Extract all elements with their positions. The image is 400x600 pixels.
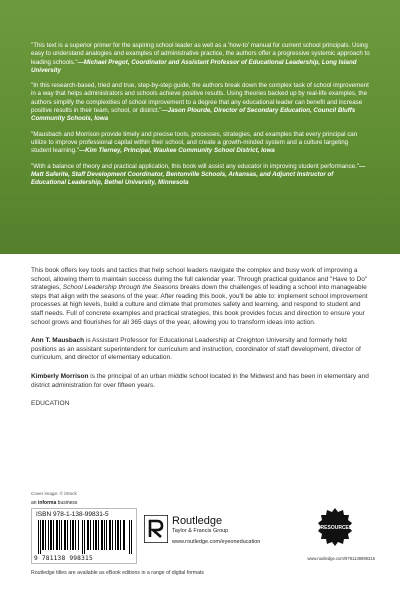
publisher-url: www.routledge.com/eyeoneducation	[172, 539, 261, 545]
category-label: EDUCATION	[31, 400, 70, 408]
quote-text: "Mausbach and Morrison provide timely and precise tools, processes, strategies, and examples that every principal can utilize to improve professional capital within their school, and create a growth-minded system and a culture targeting student learning."	[31, 130, 358, 155]
isbn-label: ISBN 978-1-138-99831-5	[36, 511, 109, 518]
quote-attribution: —Michael Pregot, Coordinator and Assistant Professor of Educational Leadership, Long Island University	[31, 58, 357, 74]
informa-logo: informa	[37, 500, 57, 506]
eresources-badge-text: eRESOURCES	[317, 525, 353, 531]
barcode-number: 9 781138 998315	[34, 555, 93, 562]
publisher-logo	[144, 515, 284, 555]
barcode-icon	[38, 520, 132, 554]
cover-credit: Cover image: © iStock	[31, 491, 77, 496]
endorsement-quote	[31, 131, 370, 156]
endorsement-quote	[31, 163, 370, 188]
endorsement-quote	[31, 82, 370, 123]
isbn-barcode	[31, 508, 137, 564]
quote-text: "This text is a superior primer for the aspiring school leader as well as a 'how-to' manual for current school principals. Using easy to understand analogies and examples of administrative practice, the authors offer a progressive systemic approach to leading schools."	[31, 42, 370, 66]
author-bio: Kimberly Morrison is the principal of an urban middle school located in the Midwest and has been in elementary and district administration for over fifteen years.	[31, 372, 369, 389]
quote-text: "In this research-based, tried and true, step-by-step guide, the authors break down the complex task of school improvement in a way that helps administrators and schools achieve positive results. Using theories backed up by real-life examples, the authors simplify the complexities of school improvement to a degree that any educational leader can benefit and increase positive results in their team, school, or district."	[31, 82, 369, 115]
quote-attribution: —Matt Saferite, Staff Development Coordinator, Bentonville Schools, Arkansas, and Adjunct Instructor of Educational Leadership, Bethel University, Minnesota	[31, 162, 366, 187]
eresources-badge-icon	[317, 508, 353, 546]
quote-attribution: —Jason Plourde, Director of Secondary Education, Council Bluffs Community Schools, Iowa	[31, 107, 356, 123]
imprint-line: an informa business	[31, 500, 78, 506]
endorsements-panel	[0, 0, 400, 254]
routledge-r-icon	[144, 515, 168, 543]
endorsement-quote	[31, 42, 370, 75]
book-title: School Leadership through the Seasons	[62, 284, 179, 292]
author-bio: Ann T. Mausbach is Assistant Professor for Educational Leadership at Creighton University and formerly held positions as an assistant superintendent for curriculum and instruction, coordinator of staff development, director of curriculum, and director of elementary education.	[31, 337, 361, 362]
publisher-name: Routledge	[172, 515, 223, 527]
quote-text: "With a balance of theory and practical application, this book will assist any educator in improving student performance."	[31, 162, 360, 170]
author-name: Kimberly Morrison	[31, 372, 89, 380]
eresources-block	[303, 508, 375, 564]
book-description	[31, 267, 373, 409]
description-paragraph: This book offers key tools and tactics that help school leaders navigate the complex and busy work of improving a school, allowing them to maintain success during the full calendar year. Through practical guidance and "Have to Do" strategies, School Leadership through the Seasons breaks down the challenges of leading a school into manageable steps that align with the seasons of the year. After reading this book, you'll be able to: implement school improvement processes at high levels, build a culture and climate that promotes safety and learning, and respond to student and staff needs. Full of concrete examples and practical strategies, this book provides focus and direction to ensure your school grows and flourishes for all 365 days of the year, allowing you to transform ideas into action.	[31, 267, 368, 326]
publisher-group: Taylor & Francis Group	[172, 528, 229, 534]
eresources-url: www.routledge.com/9781138998315	[307, 556, 375, 561]
quote-attribution: —Kim Tierney, Principal, Waukee Community School District, Iowa	[78, 147, 275, 155]
ebook-footnote: Routledge titles are available as eBook editions in a range of digital formats	[31, 570, 205, 576]
author-name: Ann T. Mausbach	[31, 337, 85, 345]
